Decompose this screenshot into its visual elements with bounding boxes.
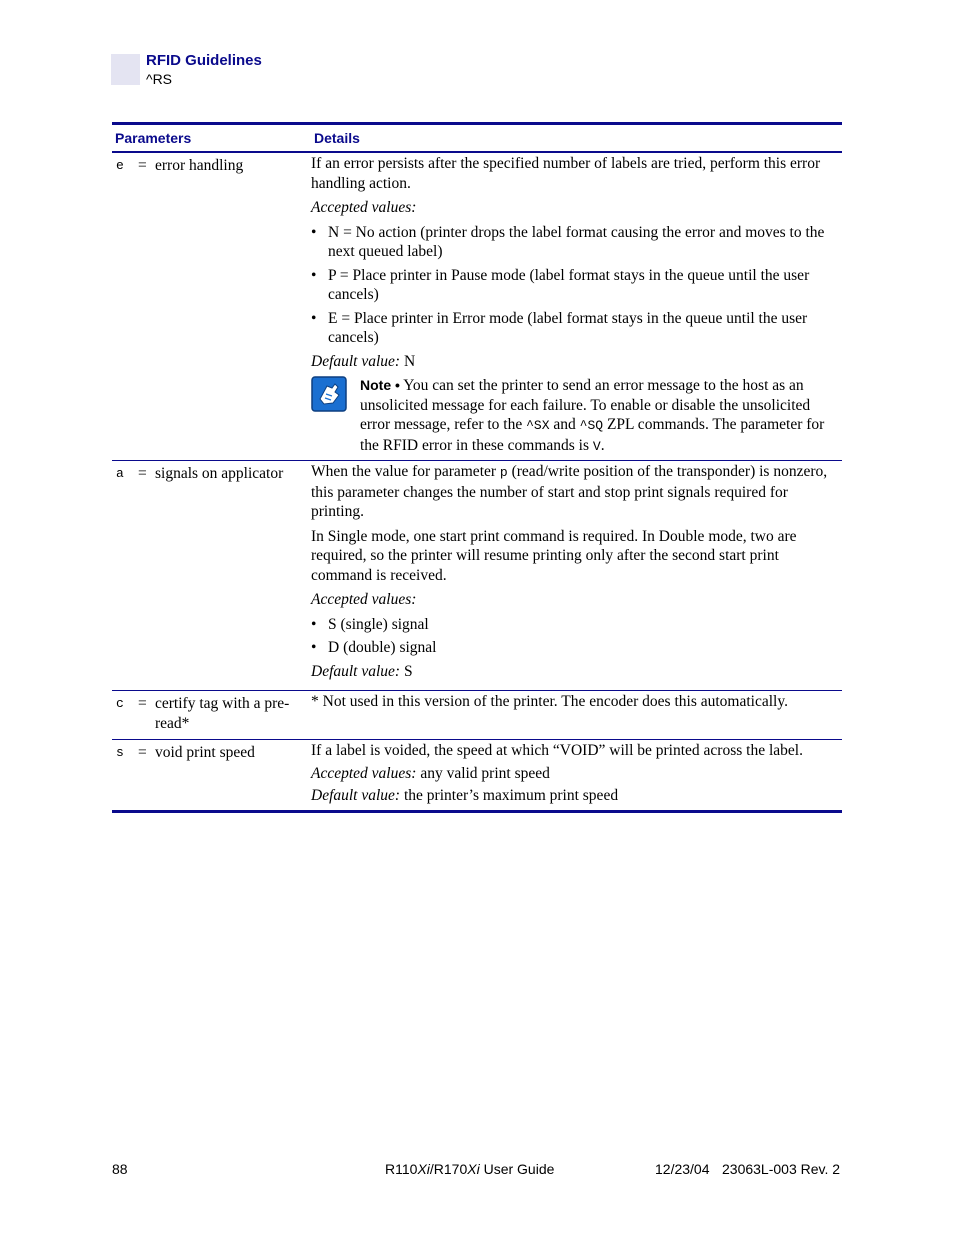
note-text-part: . — [600, 436, 605, 454]
accepted-values-label: Accepted values: — [311, 764, 417, 782]
default-value-text: the printer’s maximum print speed — [403, 787, 619, 804]
command-name: ^RS — [146, 71, 173, 87]
detail-paragraph — [311, 462, 834, 522]
parameter-table — [112, 122, 842, 813]
param-code: s — [116, 745, 124, 760]
default-value — [311, 662, 834, 682]
param-code: a — [116, 466, 124, 481]
col-header-parameters: Parameters — [115, 130, 192, 146]
detail-intro: If an error persists after the specified number of labels are tried, perform this error handling action. — [311, 155, 821, 192]
default-value-label: Default value: — [311, 662, 401, 680]
param-code: e — [116, 158, 124, 173]
code-v: V — [592, 438, 601, 454]
header-color-block — [111, 54, 140, 85]
default-value-label: Default value: — [311, 352, 401, 370]
code-p: p — [499, 465, 508, 480]
detail-cell — [308, 740, 842, 810]
list-item: • N = No action (printer drops the label format causing the error and moves to the next queued label) — [311, 223, 834, 262]
accepted-values-list — [311, 223, 834, 348]
detail-cell — [308, 153, 842, 460]
table-bottom-rule — [112, 810, 842, 813]
param-name: void print speed — [155, 744, 255, 761]
list-item: • S (single) signal — [311, 615, 834, 635]
table-header — [112, 125, 842, 151]
col-header-details: Details — [314, 130, 360, 146]
param-cell — [112, 740, 308, 810]
note-text — [360, 376, 834, 456]
accepted-values-text: any valid print speed — [420, 764, 550, 782]
text-part: When the value for parameter — [311, 463, 497, 480]
accepted-values-label: Accepted values: — [311, 591, 417, 608]
note-hand-icon — [311, 376, 347, 412]
guide-title — [385, 1161, 554, 1177]
detail-paragraph: If a label is voided, the speed at which “VOID” will be printed across the label. — [311, 742, 803, 759]
note-text-part: You can set the printer to send an error message to the host as an unsolicited message for each failure. To enable or disable the unsolicited error message, refer to the — [360, 377, 811, 433]
detail-paragraph: In Single mode, one start print command is required. In Double mode, two are required, so the printer will resume printing only after the second start print command is received. — [311, 527, 797, 584]
note-text-part: ZPL commands. The parameter for the RFID error in these commands is — [360, 416, 825, 454]
param-name: signals on applicator — [155, 465, 284, 482]
accepted-values-label: Accepted values: — [311, 199, 417, 216]
guide-title-part: R110 — [385, 1161, 418, 1177]
guide-title-part: /R170 — [429, 1161, 468, 1177]
detail-cell — [308, 691, 842, 739]
list-item: • E = Place printer in Error mode (label format stays in the queue until the user cancels) — [311, 309, 834, 348]
default-value-text: S — [403, 662, 413, 680]
table-row — [112, 691, 842, 739]
param-cell — [112, 153, 308, 460]
guide-title-part: Xi — [467, 1161, 480, 1177]
code-sx: ^SX — [526, 418, 550, 433]
guide-title-part: User Guide — [479, 1161, 555, 1177]
default-value — [311, 786, 834, 806]
param-name: certify tag with a pre-read* — [155, 695, 290, 732]
param-cell — [112, 461, 308, 690]
note-block — [311, 376, 834, 456]
footer-date: 12/23/04 — [655, 1161, 710, 1177]
code-sq: ^SQ — [579, 418, 604, 433]
param-equals: = — [138, 157, 147, 174]
param-cell — [112, 691, 308, 739]
accepted-values-list — [311, 615, 834, 658]
table-row — [112, 461, 842, 690]
note-text-part: and — [553, 416, 576, 433]
note-label: Note • — [360, 377, 400, 393]
param-equals: = — [138, 465, 147, 482]
param-equals: = — [138, 695, 147, 712]
table-row — [112, 740, 842, 810]
text-part: (read/write position of the transponder) is nonzero, this parameter changes the number of start and stop print signals required for printing. — [311, 463, 828, 520]
section-title: RFID Guidelines — [146, 52, 262, 69]
page-number: 88 — [112, 1161, 128, 1177]
table-row — [112, 153, 842, 460]
doc-number: 23063L-003 Rev. 2 — [722, 1161, 841, 1177]
list-item: • D (double) signal — [311, 638, 834, 658]
detail-cell — [308, 461, 842, 690]
accepted-values — [311, 764, 834, 784]
default-value-label: Default value: — [311, 787, 401, 804]
default-value-text: N — [403, 352, 416, 370]
list-item: • P = Place printer in Pause mode (label format stays in the queue until the user cancels) — [311, 266, 834, 305]
detail-paragraph: * Not used in this version of the printer. The encoder does this automatically. — [311, 693, 788, 710]
guide-title-part: Xi — [417, 1161, 430, 1177]
param-code: c — [116, 696, 124, 711]
param-equals: = — [138, 744, 147, 761]
param-name: error handling — [155, 157, 244, 174]
default-value — [311, 352, 834, 372]
